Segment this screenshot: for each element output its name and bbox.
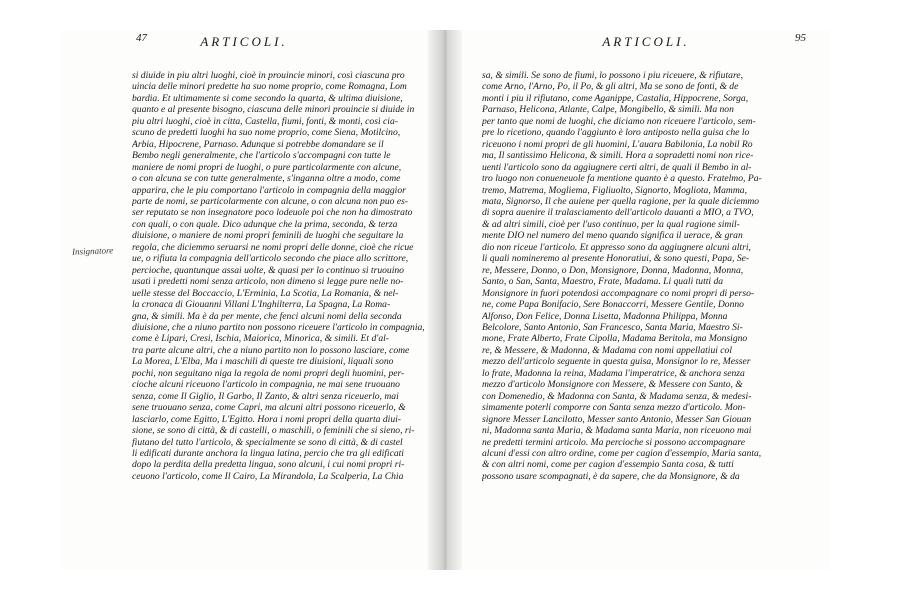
text-line: Santo, o San, Santa, Maestro, Frate, Madama. Li quali tutti da	[482, 276, 724, 288]
text-line: diuisione, che a niuno partito non possono riceuere l'articolo in compagnia,	[132, 321, 425, 333]
text-line: uincia delle minori predette ha suo nome proprio, come Romagna, Lom	[132, 81, 407, 93]
text-line: di sopra auenire il tralasciamento dell'articolo dauanti a MIO, a TVO,	[482, 207, 754, 219]
left-folio: 47	[136, 32, 147, 44]
text-line: tra parte alcune altri, che a niuno partito non lo possono lasciare, come	[132, 344, 410, 356]
text-line: Belcolore, Santo Antonio, San Francesco, Santa Maria, Maestro Si-	[482, 321, 743, 333]
text-line: dio non riceue l'articolo. Et appresso sono da aggiugnere alcuni altri,	[482, 241, 751, 253]
left-running-head: ARTICOLI.	[200, 34, 288, 49]
text-line: scuno de predetti luoghi ha suo nome proprio, come Siena, Motilcino,	[132, 127, 401, 139]
text-line: per tanto que nomi de luoghi, che diciamo non riceuere l'articolo, sem-	[482, 115, 756, 127]
text-line: Alfonso, Don Felice, Donna Lisetta, Madonna Philippa, Monna	[482, 310, 728, 322]
text-line: si diuide in piu altri luoghi, cioè in prouincie minori, così ciascuna pro	[132, 70, 405, 81]
text-line: sione, se sono di città, & di castelli, o maschili, o feminili che si sieno, ri-	[132, 425, 415, 437]
text-line: o con alcuna se con tutte generalmente, s'inganna oltre a modo, come	[132, 173, 401, 185]
text-line: con Domenedio, & Madonna con Santa, & Madama senza, & medesi-	[482, 390, 752, 402]
text-line: sa, & simili. Se sono de fiumi, lo possono i piu riceuere, & rifiutare,	[482, 70, 743, 81]
text-line: ue, o rifiuta la compagnia dell'articolo secondo che piace allo scrittore,	[132, 253, 409, 265]
text-line: fiutano del tutto l'articolo, & specialmente se sono di città, & di castel	[132, 436, 403, 448]
text-line: cioche alcuni riceuono l'articolo in compagnia, ne mai sene truouano	[132, 379, 400, 391]
text-line: Parnaso, Helicona, Atlante, Calpe, Mongibello, & simili. Ma non	[482, 104, 734, 116]
right-page-header	[462, 30, 830, 54]
left-page	[60, 30, 428, 570]
left-page-text	[132, 70, 426, 482]
text-line: re, Messere, Donno, o Don, Monsignore, Donna, Madonna, Monna,	[482, 264, 744, 276]
text-line: signore Messer Lancilotto, Messer santo Antonio, Messer San Giouan	[482, 413, 752, 425]
text-line: re, & Messere, & Madonna, & Madama con nomi appellatiui col	[482, 344, 733, 356]
text-line: ma, Il santissimo Helicona, & simili. Hora a sopradetti nomi non rice-	[482, 150, 754, 162]
text-line: con quali, o con quale. Dico adunque che la prima, seconda, & terza	[132, 218, 398, 230]
text-line: diuisione, o maniere de nomi propri feminili de luoghi che seguitare la	[132, 230, 404, 242]
text-line: pochi, non seguitano niga la regola de nomi propri degli huomini, per-	[132, 367, 405, 379]
text-line: gna, & simili. Ma è da per mente, che fenci alcuni nomi della seconda	[132, 310, 402, 322]
text-line: li quali nomineremo al presente Honoratiui, & sono questi, Papa, Se-	[482, 253, 750, 265]
left-page-header	[60, 30, 428, 54]
text-line: & ad altri simili, cioè per l'uso continuo, per la qual ragione simil-	[482, 218, 740, 230]
text-line: mone, Frate Alberto, Frate Cipolla, Madama Beritola, ma Monsigno	[482, 333, 748, 345]
text-line: tro luogo non conueneuole fa mentione quanto è a questo. Fratelmo, Pa-	[482, 173, 762, 185]
text-line: alcuni d'essi con altro ordine, come per cagion d'essempio, Maria santa,	[482, 447, 762, 459]
text-line: possono usare scompagnati, è da sapere, che da Monsignore, & da	[482, 470, 740, 482]
text-line: usati i predetti nomi senza articolo, non dimeno si legge pure nelle no-	[132, 276, 404, 288]
book-gutter	[428, 30, 462, 570]
text-line: ser reputato se non insegnatore poco lodeuole poi che non ha dimostrato	[132, 207, 413, 219]
right-page	[462, 30, 830, 570]
text-line: mezzo d'articolo Monsignore con Messere, & Messere con Santo, &	[482, 379, 743, 391]
right-folio: 95	[795, 32, 806, 44]
text-line: simamente poterli comporre con Santa senza mezzo d'articolo. Mon-	[482, 402, 746, 414]
text-line: tremo, Matrema, Mogliema, Figliuolto, Signorto, Mogliota, Mamma,	[482, 184, 747, 196]
text-line: mezzo dell'articolo seguente in questa guisa, Monsignor lo re, Messer	[482, 356, 751, 368]
text-line: regola, che diciemmo seruarsi ne nomi propri delle donne, cioè che ricue	[132, 241, 414, 253]
text-line: & con altri nomi, come per cagion d'essempio Santa cosa, & tutti	[482, 459, 734, 471]
text-line: dopo la perdita della predetta lingua, sono alcuni, i cui nomi propri ri-	[132, 459, 405, 471]
right-running-head: ARTICOLI.	[602, 34, 690, 49]
text-line: pre lo ricetiono, quando l'aggiunto è loro antiposto nella guisa che lo	[482, 127, 750, 139]
text-line: come Arno, l'Arno, Po, il Po, & gli altri, Ma se sono de fonti, & de	[482, 81, 739, 93]
text-line: come è Lipari, Cresi, Ischia, Maiorica, Minorica, & simili. Et d'al-	[132, 333, 389, 345]
text-line: ne predetti termini articolo. Ma percioche si possono accompagnare	[482, 436, 745, 448]
text-line: sene truouano senza, come Capri, ma alcuni altri possono riceuerlo, &	[132, 402, 406, 414]
text-line: senza, come Il Giglio, Il Garbo, Il Zanto, & altri senza riceuerlo, mai	[132, 390, 399, 402]
text-line: piu altri luoghi, cioè in citta, Castella, fiumi, fonti, & monti, così cia-	[132, 115, 398, 127]
text-line: bardia. Et ultimamente si come secondo la quarta, & ultima diuisione,	[132, 92, 403, 104]
text-line: apparira, che le piu comportano l'articolo in compagnia della maggior	[132, 184, 406, 196]
right-page-text	[482, 70, 808, 482]
text-line: percioche, quantunque assai uolte, & quasi per lo continuo si truouino	[132, 264, 404, 276]
text-line: li edificati durante anchora la lingua latina, percio che tra gli edificati	[132, 447, 404, 459]
margin-annotation: Insignatore	[71, 245, 114, 257]
text-line: Bembo negli generalmente, che l'articolo s'accompagni con tutte le	[132, 150, 391, 162]
text-line: mata, Signorso, Il che auiene per quella ragione, per la quale diciemmo	[482, 195, 760, 207]
text-line: ni, Madonna santa Maria, & Madama santa Maria, non riceuono mai	[482, 425, 752, 437]
text-line: lasciarlo, come Egitto, L'Egitto. Hora i nomi propri della quarta diui-	[132, 413, 401, 425]
text-line: parte de nomi, se particolarmente con alcune, o con alcuna non puo es-	[132, 195, 409, 207]
text-line: La Morea, L'Elba, Ma i maschili di queste tre diuisioni, liquali sono	[132, 356, 394, 368]
text-line: Monsignore in fuori potendosi accompagnare co nomi propri di perso-	[482, 287, 755, 299]
text-line: mente DIO nel numero del meno quando significa il uerace, & gran	[482, 230, 743, 242]
text-line: Arbia, Hipocrene, Parnaso. Adunque si potrebbe domandare se il	[132, 138, 384, 150]
text-line: ne, come Papa Bonifacio, Sere Bonaccorri, Messere Gentile, Donno	[482, 299, 744, 311]
text-line: uenti l'articolo sono da aggiugnere certi altri, de quali il Bembo in al-	[482, 161, 752, 173]
text-line: uelle stesse del Boccaccio, L'Erminia, La Scotia, La Romania, & nel-	[132, 287, 399, 299]
text-line: la cronaca di Giouanni Villani L'Inghilterra, La Spagna, La Roma-	[132, 299, 391, 311]
text-line: monti i piu il rifiutano, come Aganippe, Castalia, Hippocrene, Sorga,	[482, 92, 749, 104]
text-line: riceuono i nomi propri de gli huomini, L'auara Babilonia, La nobil Ro	[482, 138, 753, 150]
text-line: maniere de nomi propri de luoghi, o pure particolarmente con alcune,	[132, 161, 402, 173]
text-line: lo frate, Madonna la reina, Madama l'imperatrice, & anchora senza	[482, 367, 745, 379]
text-line: quanto e al presente bisogno, ciascuna delle minori prouincie si diuide in	[132, 104, 415, 116]
text-line: ceuono l'articolo, come Il Cairo, La Mirandola, La Scalperia, La Chia	[132, 470, 404, 482]
